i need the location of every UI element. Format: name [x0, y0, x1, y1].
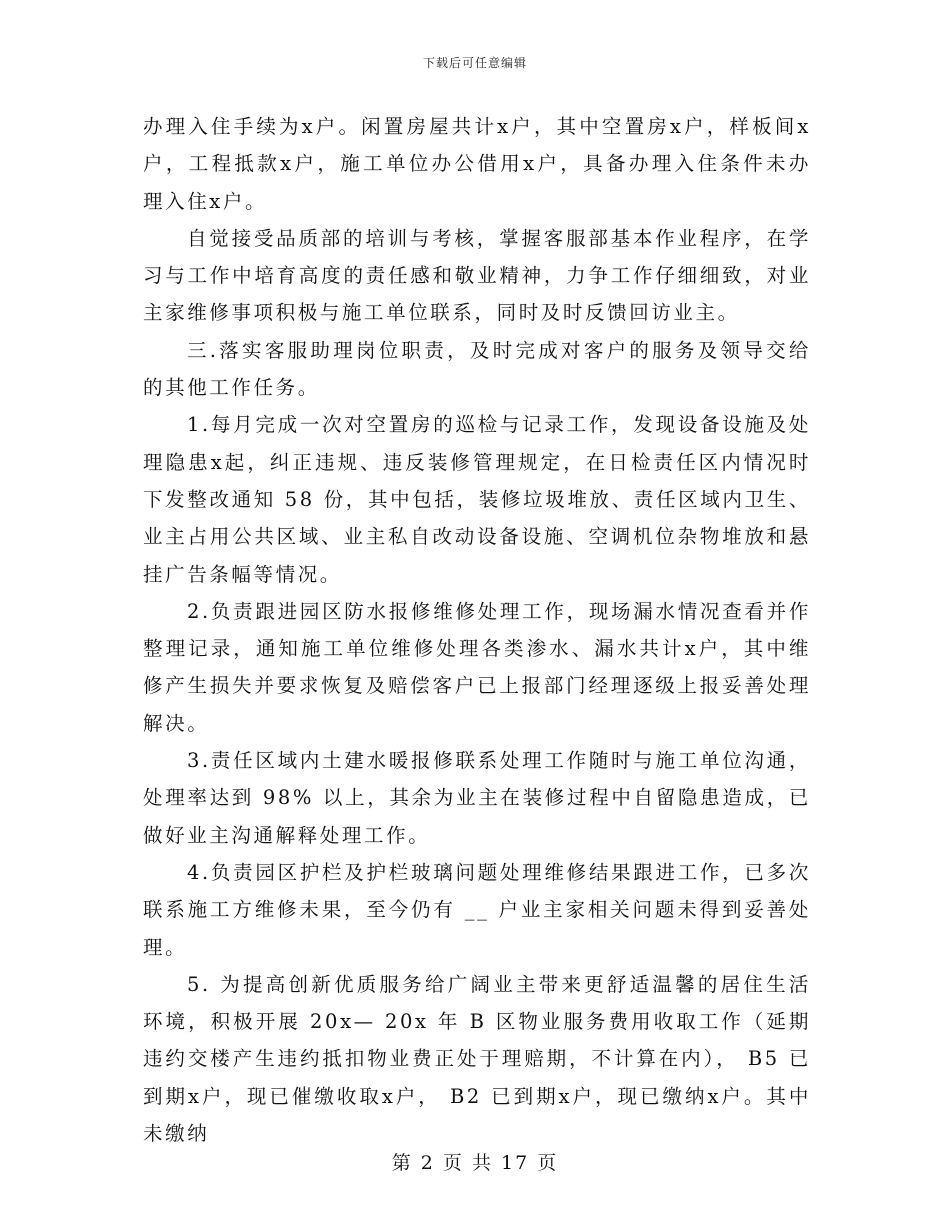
paragraph-8: 5. 为提高创新优质服务给广阔业主带来更舒适温馨的居住生活环境，积极开展 20x— 20x 年 B 区物业服务费用收取工作（延期违约交楼产生违约抵扣物业费正处于理赔期，不计算在内）， B5 已到期x户，现已催缴收取x户， B2 已到期x户，现已缴纳x户。其中未缴纳: [143, 972, 811, 1146]
paragraph-7: 4.负责园区护栏及护栏玻璃问题处理维修结果跟进工作，已多次联系施工方维修未果，至今仍有 __ 户业主家相关问题未得到妥善处理。: [143, 860, 811, 959]
page-header: 下载后可任意编辑: [422, 56, 527, 70]
paragraph-1: 办理入住手续为x户。闲置房屋共计x户，其中空置房x户，样板间x户，工程抵款x户，施工单位办公借用x户，具备办理入住条件未办理入住x户。: [143, 115, 811, 213]
paragraph-6: 3.责任区域内土建水暖报修联系处理工作随时与施工单位沟通，处理率达到 98% 以上，其余为业主在装修过程中自留隐患造成，已做好业主沟通解释处理工作。: [143, 749, 811, 847]
paragraph-2: 自觉接受品质部的培训与考核，掌握客服部基本作业程序，在学习与工作中培育高度的责任感和敬业精神，力争工作仔细细致，对业主家维修事项积极与施工单位联系，同时及时反馈回访业主。: [143, 226, 811, 325]
paragraph-5: 2.负责跟进园区防水报修维修处理工作，现场漏水情况查看并作整理记录，通知施工单位维修处理各类渗水、漏水共计x户，其中维修产生损失并要求恢复及赔偿客户已上报部门经理逐级上报妥善处理解决。: [143, 599, 811, 735]
document-body: [143, 108, 811, 1152]
paragraph-3: 三.落实客服助理岗位职责，及时完成对客户的服务及领导交给的其他工作任务。: [143, 338, 811, 400]
paragraph-4: 1.每月完成一次对空置房的巡检与记录工作，发现设备设施及处理隐患x起，纠正违规、违反装修管理规定，在日检责任区内情况时下发整改通知 58 份，其中包括，装修垃圾堆放、责任区域内卫生、业主占用公共区域、业主私自改动设备设施、空调机位杂物堆放和悬挂广告条幅等情况。: [143, 413, 811, 586]
page-footer: 第 2 页 共 17 页: [391, 1152, 559, 1174]
